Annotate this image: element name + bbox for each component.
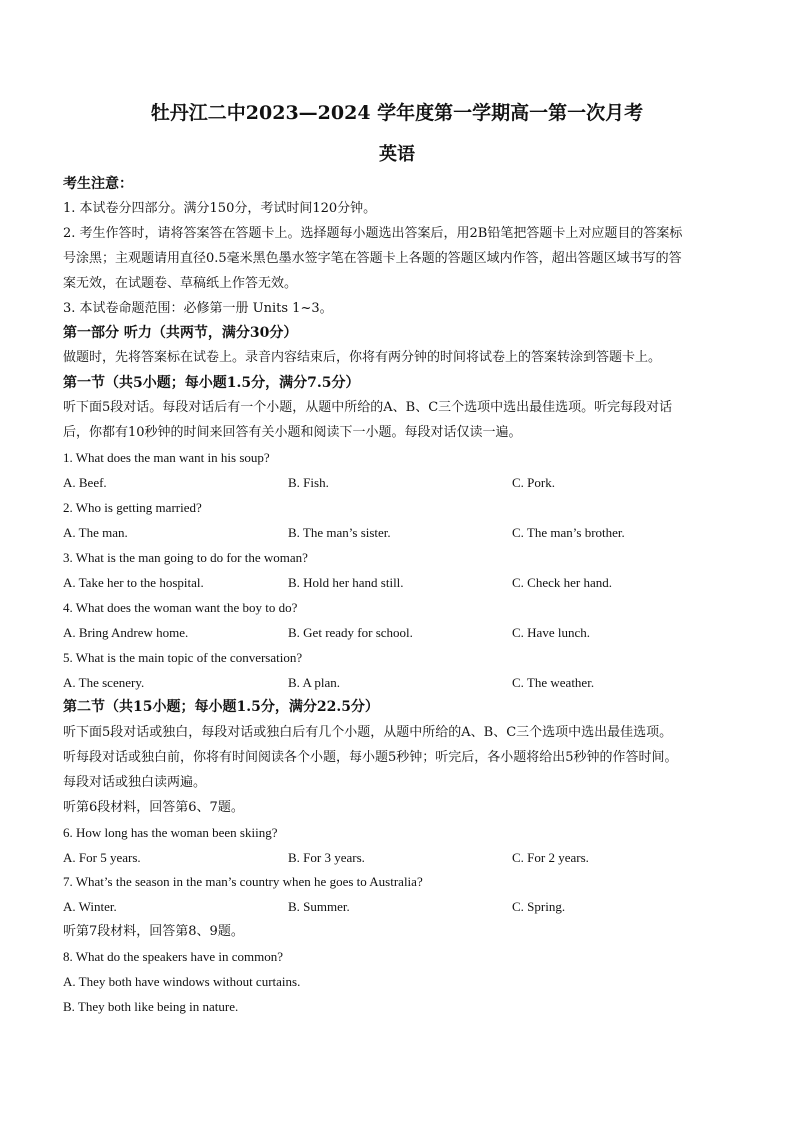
question-8: 8. What do the speakers have in common?: [63, 949, 283, 964]
section1-heading: 第一节（共5小题；每小题1.5分，满分7.5分）: [63, 375, 360, 391]
exam-subject: 英语: [379, 144, 415, 165]
option-c: C. Check her hand.: [512, 575, 613, 590]
option-c: C. For 2 years.: [512, 850, 589, 865]
option-a: A. The man.: [63, 525, 128, 540]
notice-item-2-line-3: 案无效，在试题卷、草稿纸上作答无效。: [63, 276, 298, 291]
question-4: 4. What does the woman want the boy to do?: [63, 600, 298, 615]
option-a: A. Winter.: [63, 899, 117, 914]
option-b: B. A plan.: [288, 675, 341, 690]
question-3: 3. What is the man going to do for the woman?: [63, 550, 308, 565]
option-b: B. The man’s sister.: [288, 525, 391, 540]
option-b: B. Get ready for school.: [288, 625, 413, 640]
option-c: C. Pork.: [512, 475, 555, 490]
question-7: 7. What’s the season in the man’s country when he goes to Australia?: [63, 874, 423, 889]
section1-instruction-line-1: 听下面5段对话。每段对话后有一个小题，从题中所给的A、B、C三个选项中选出最佳选项。听完每段对话: [63, 400, 673, 415]
question-5: 5. What is the main topic of the conversation?: [63, 650, 303, 665]
option-a: A. The scenery.: [63, 675, 145, 690]
section2-instruction-line-2: 听每段对话或独白前，你将有时间阅读各个小题，每小题5秒钟；听完后，各小题将给出5秒钟的作答时间。: [63, 750, 678, 765]
option-a: A. Take her to the hospital.: [63, 575, 204, 590]
section2-instruction-line-1: 听下面5段对话或独白，每段对话或独白后有几个小题，从题中所给的A、B、C三个选项中选出最佳选项。: [63, 725, 673, 740]
notice-item-2-line-1: 2. 考生作答时，请将答案答在答题卡上。选择题每小题选出答案后，用2B铅笔把答题卡上对应题目的答案标: [63, 226, 683, 241]
option-b: B. Fish.: [288, 475, 329, 490]
option-c: C. The weather.: [512, 675, 595, 690]
section2-heading: 第二节（共15小题；每小题1.5分，满分22.5分）: [63, 699, 379, 715]
option-b: B. Hold her hand still.: [288, 575, 404, 590]
option-c: C. Have lunch.: [512, 625, 590, 640]
option-c: C. Spring.: [512, 899, 566, 914]
part1-heading: 第一部分 听力（共两节，满分30分）: [63, 325, 298, 341]
notice-item-3: 3. 本试卷命题范围：必修第一册 Units 1~3。: [63, 301, 333, 316]
section1-instruction-line-2: 后，你都有10秒钟的时间来回答有关小题和阅读下一小题。每段对话仅读一遍。: [63, 425, 522, 440]
part1-instruction: 做题时，先将答案标在试卷上。录音内容结束后，你将有两分钟的时间将试卷上的答案转涂到答题卡上。: [63, 350, 662, 365]
option-a: A. For 5 years.: [63, 850, 141, 865]
exam-title: 牡丹江二中2023—2024 学年度第一学期高一第一次月考: [150, 102, 644, 124]
material-6-note: 听第6段材料，回答第6、7题。: [63, 800, 244, 815]
option-c: C. The man’s brother.: [512, 525, 625, 540]
notice-item-2-line-2: 号涂黑；主观题请用直径0.5毫米黑色墨水签字笔在答题卡上各题的答题区域内作答，超出答题区域书写的答: [63, 251, 682, 266]
option-a: A. Beef.: [63, 475, 107, 490]
option-b: B. For 3 years.: [288, 850, 365, 865]
option-b: B. They both like being in nature.: [63, 999, 239, 1014]
section2-instruction-line-3: 每段对话或独白读两遍。: [63, 775, 207, 790]
option-a: A. They both have windows without curtains.: [63, 974, 301, 989]
material-7-note: 听第7段材料，回答第8、9题。: [63, 924, 244, 939]
question-1: 1. What does the man want in his soup?: [63, 450, 270, 465]
notice-heading: 考生注意：: [63, 176, 133, 192]
question-2: 2. Who is getting married?: [63, 500, 202, 515]
question-6: 6. How long has the woman been skiing?: [63, 825, 278, 840]
option-b: B. Summer.: [288, 899, 350, 914]
option-a: A. Bring Andrew home.: [63, 625, 189, 640]
notice-item-1: 1. 本试卷分四部分。满分150分，考试时间120分钟。: [63, 201, 377, 216]
